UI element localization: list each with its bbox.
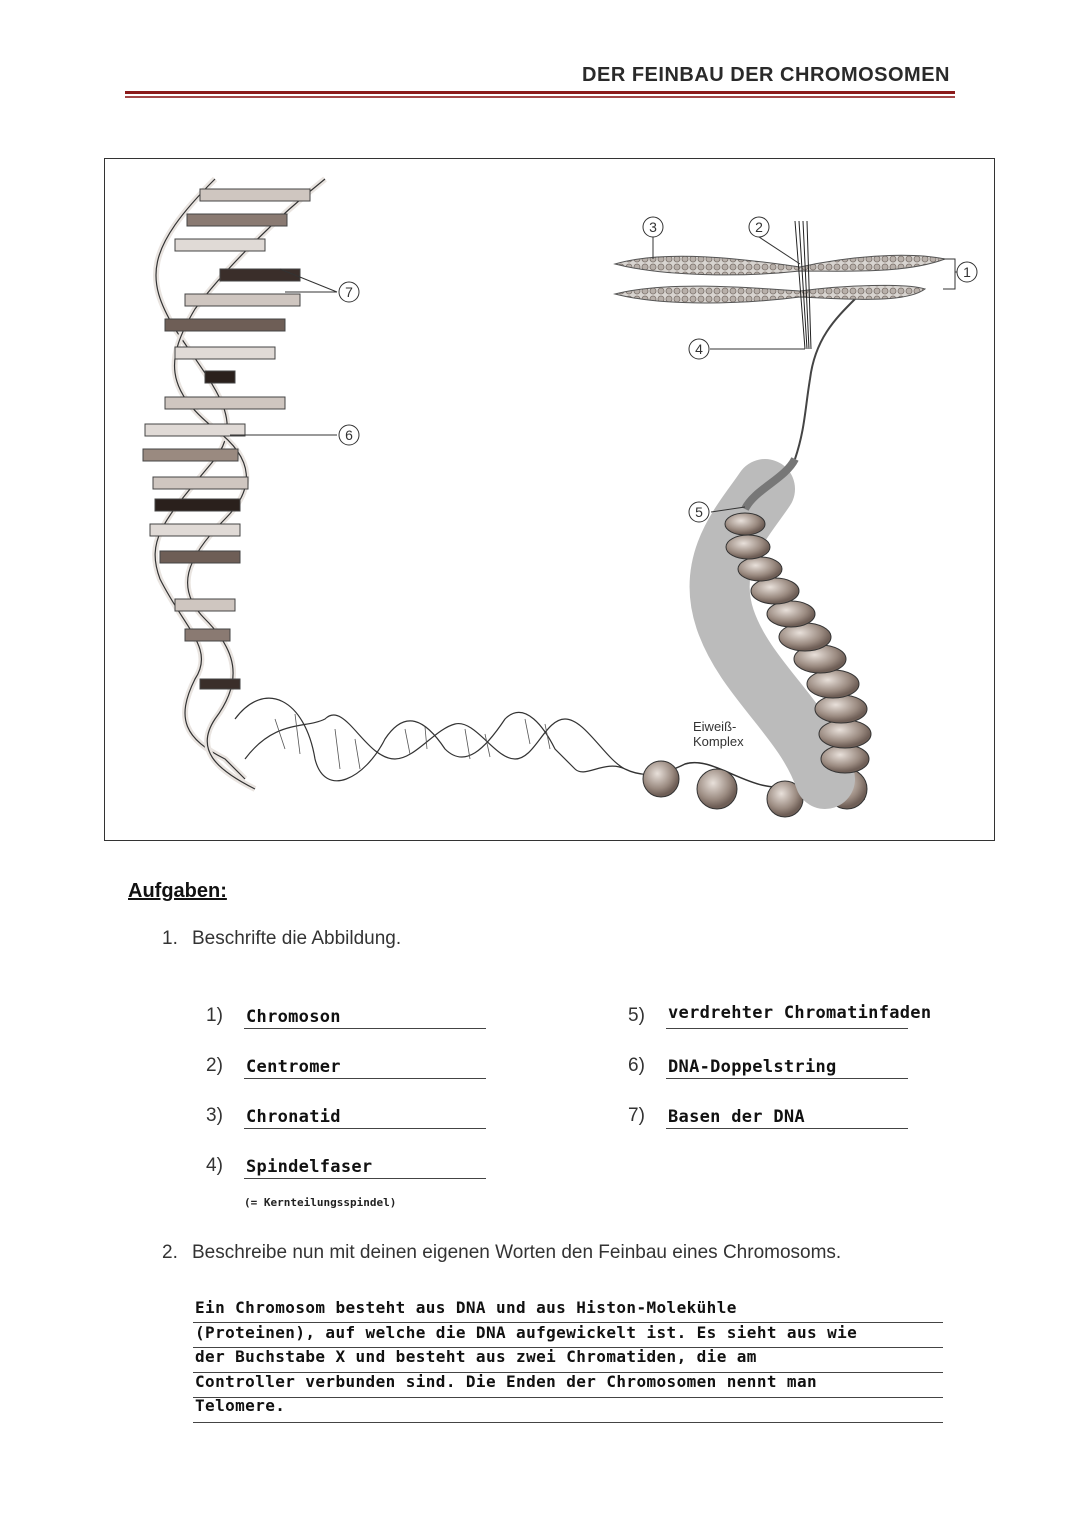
callout-2: 2: [755, 219, 763, 235]
essay-line-1: Ein Chromosom besteht aus DNA und aus Histon-Molekühle: [195, 1298, 737, 1317]
answer-text-4: Spindelfaser: [246, 1157, 373, 1177]
tasks-heading: Aufgaben:: [128, 880, 227, 902]
essay-line-4: Controller verbunden sind. Die Enden der Chromosomen nennt man: [195, 1371, 818, 1391]
header-rule: [125, 96, 955, 98]
answer-field-1[interactable]: 1) Chromoson: [206, 999, 496, 1029]
answer-field-2[interactable]: 2) Centromer: [206, 1049, 496, 1079]
chromosome-x: [615, 221, 945, 349]
essay-line-3: der Buchstabe X und besteht aus zwei Chromatiden, die am: [195, 1347, 757, 1367]
answer-text-1: Chromoson: [246, 1007, 341, 1027]
answer-text-3: Chronatid: [246, 1107, 341, 1127]
callout-4: 4: [695, 341, 703, 357]
callout-6: 6: [345, 427, 353, 443]
essay-line-5: Telomere.: [195, 1396, 286, 1416]
header-rule: [125, 91, 955, 94]
answer-field-3[interactable]: 3) Chronatid: [206, 1099, 496, 1129]
answer-text-7: Basen der DNA: [668, 1107, 805, 1127]
chromosome-illustration: [105, 159, 996, 842]
answer-field-5[interactable]: 5) verdrehter Chromatinfaden: [628, 999, 988, 1029]
callout-lines: [230, 237, 967, 512]
answer-text-6: DNA-Doppelstring: [668, 1057, 837, 1077]
callout-7: 7: [345, 284, 353, 300]
answer-field-4[interactable]: 4) Spindelfaser: [206, 1149, 496, 1179]
dna-helix: [143, 179, 325, 789]
page-header-title: DER FEINBAU DER CHROMOSOMEN: [582, 64, 950, 86]
answer-4-note: (= Kernteilungsspindel): [244, 1196, 397, 1209]
answer-text-5: verdrehter Chromatinfaden: [668, 1003, 932, 1023]
essay-rule: [193, 1422, 943, 1423]
chromosome-figure: [104, 158, 995, 841]
answer-field-6[interactable]: 6) DNA-Doppelstring: [628, 1049, 918, 1079]
answer-field-7[interactable]: 7) Basen der DNA: [628, 1099, 918, 1129]
dna-strand-horizontal: [235, 698, 625, 781]
answer-text-2: Centromer: [246, 1057, 341, 1077]
essay-answer[interactable]: [195, 1296, 955, 1419]
task-1: 1. Beschrifte die Abbildung.: [162, 928, 402, 949]
task-2: 2. Beschreibe nun mit deinen eigenen Worten den Feinbau eines Chromosoms.: [162, 1242, 842, 1263]
callout-3: 3: [649, 219, 657, 235]
essay-line-2: (Proteinen), auf welche die DNA aufgewickelt ist. Es sieht aus wie: [195, 1322, 858, 1342]
chromatin-coil: [720, 299, 871, 779]
callout-5: 5: [695, 504, 703, 520]
protein-complex-label: Eiweiß- Komplex: [693, 719, 744, 749]
callout-1: 1: [963, 264, 971, 280]
